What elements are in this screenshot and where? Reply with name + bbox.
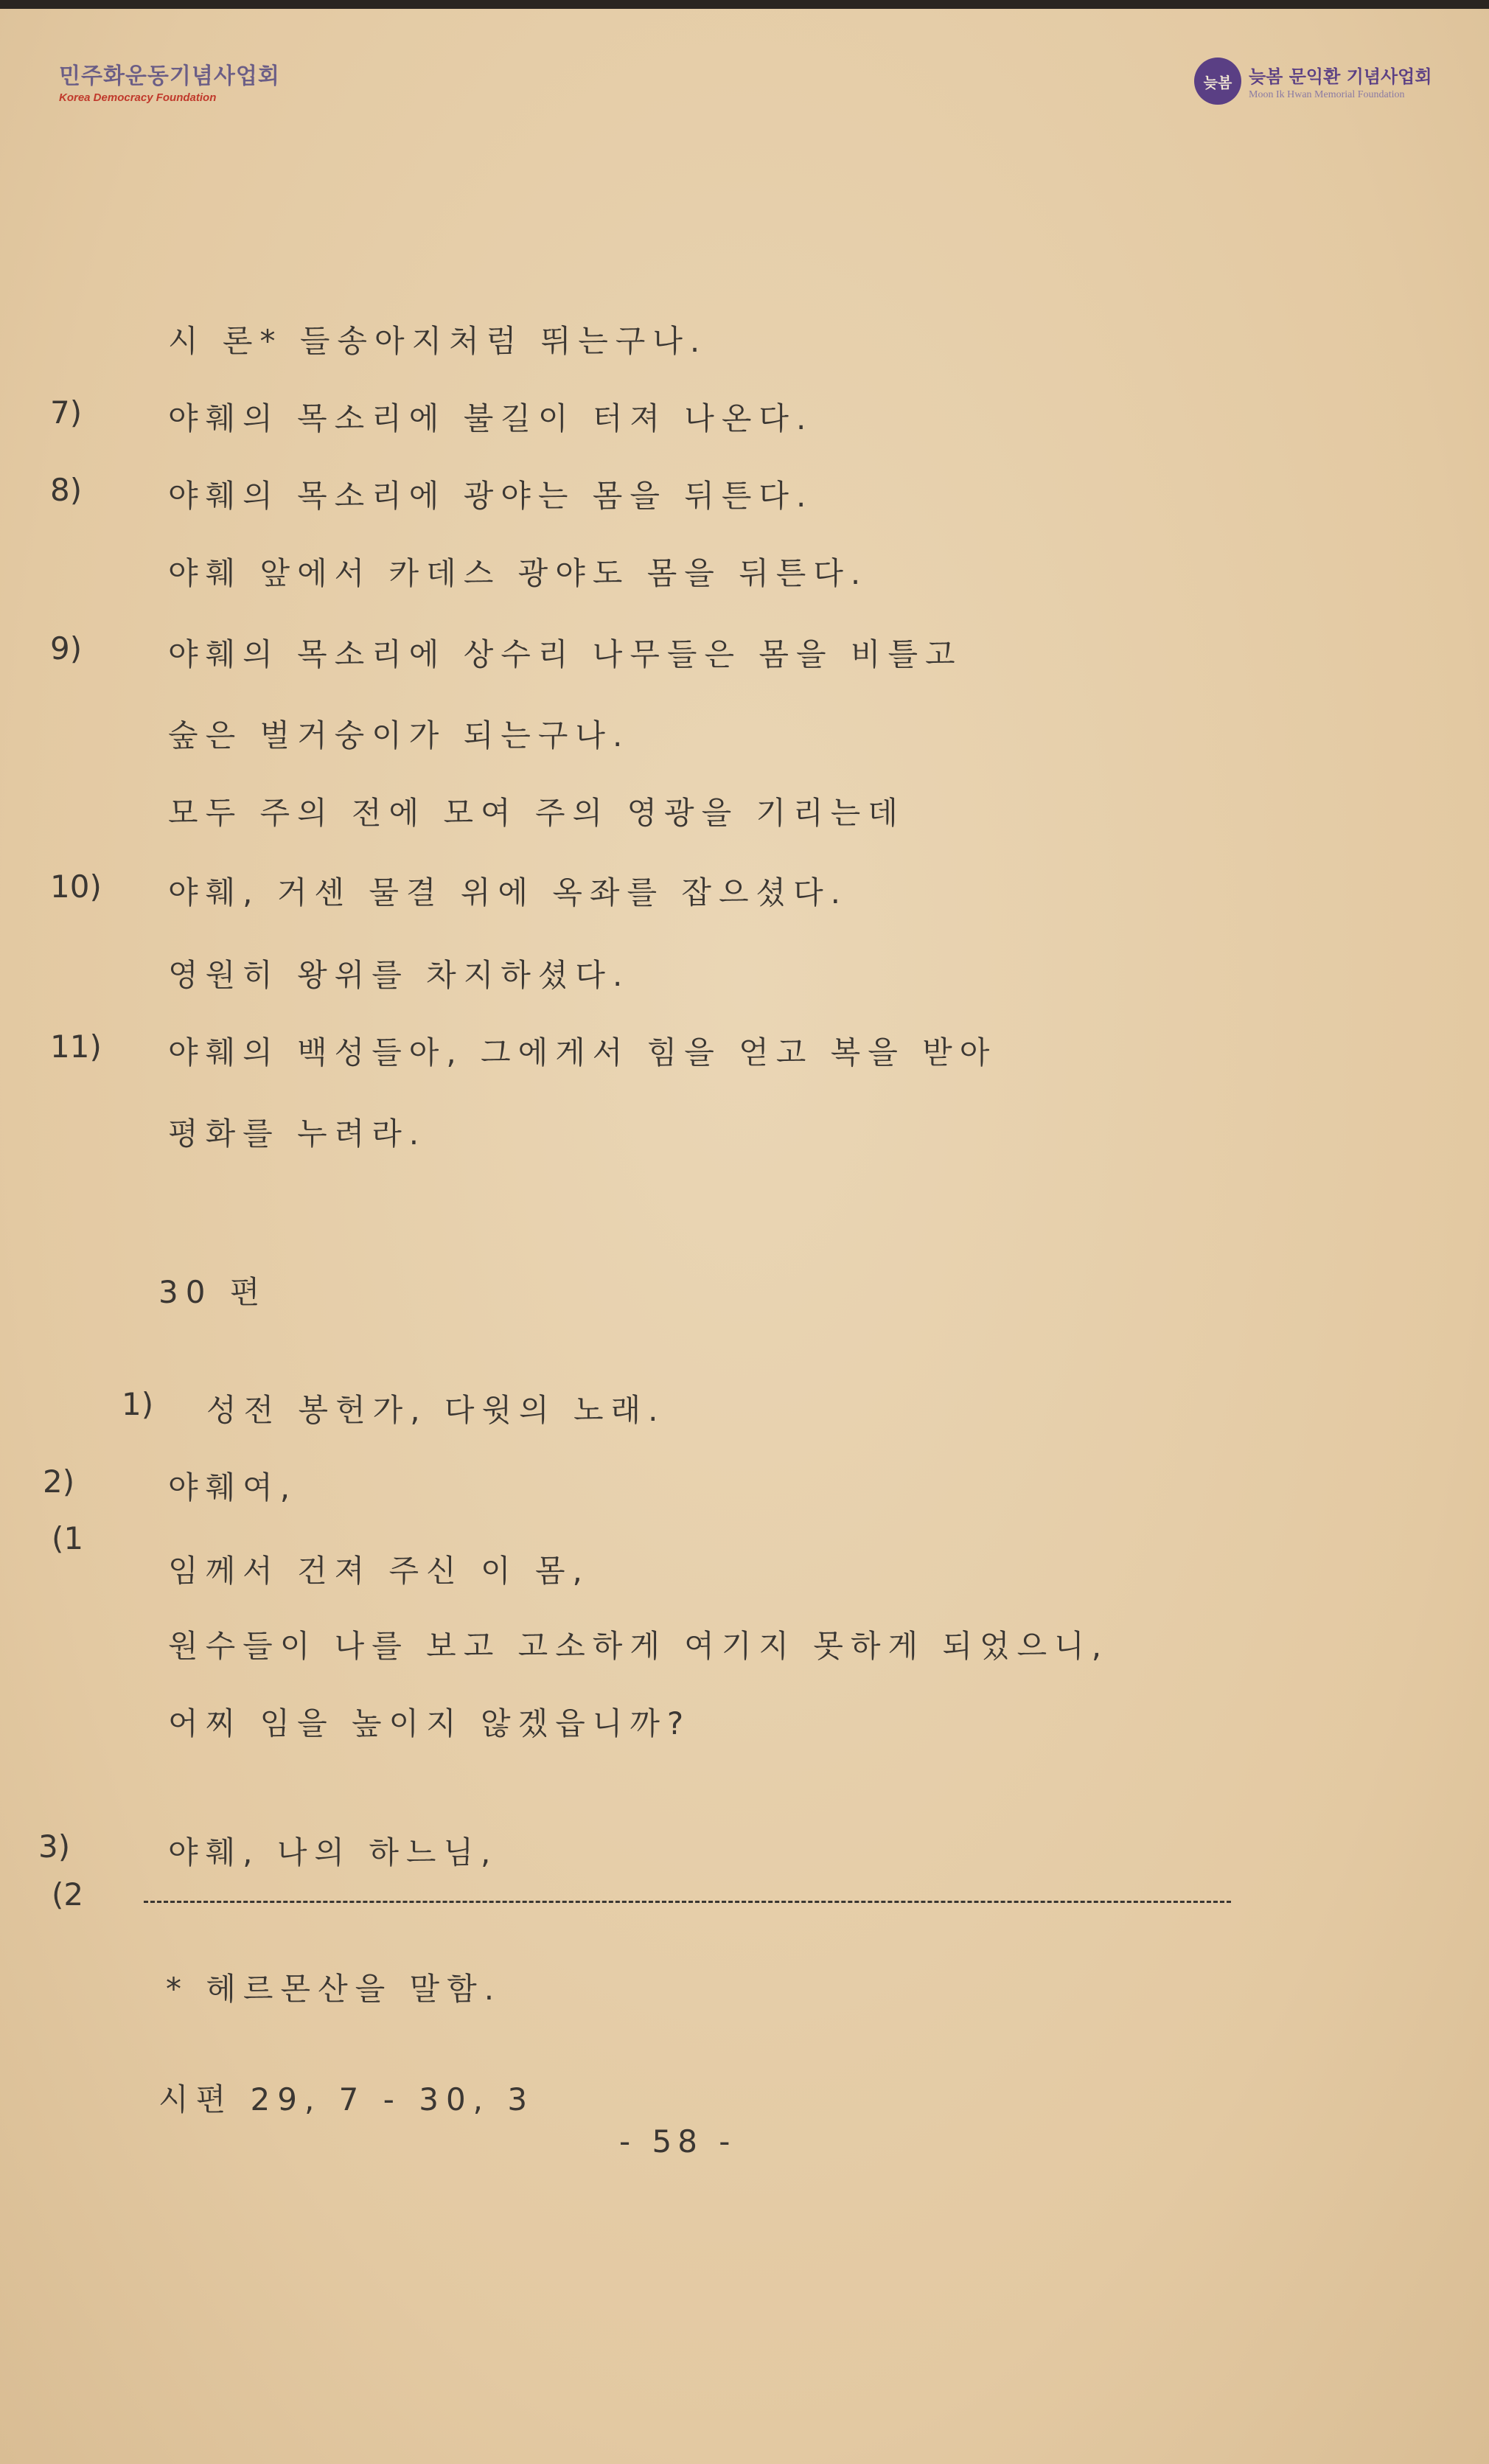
verse-line: 야훼여, <box>168 1469 298 1506</box>
scan-top-edge <box>0 0 1489 9</box>
verse-line: 야훼 앞에서 카데스 광야도 몸을 뒤튼다. <box>168 555 868 591</box>
verse-line: 야훼의 목소리에 불길이 터져 나온다. <box>168 400 814 436</box>
verse-number: 11) <box>50 1029 102 1065</box>
verse-line: 임께서 건져 주신 이 몸, <box>168 1553 590 1589</box>
verse-line: 영원히 왕위를 차지하셨다. <box>168 957 630 993</box>
footnote-divider <box>144 1901 1231 1903</box>
verse-number: 10) <box>50 869 102 905</box>
verse-number: 9) <box>50 630 83 667</box>
page-number: - 58 - <box>619 2123 736 2160</box>
kdf-logo-english: Korea Democracy Foundation <box>59 91 217 104</box>
verse-line: 야훼, 나의 하느님, <box>168 1834 498 1870</box>
verse-line: 어찌 임을 높이지 않겠읍니까? <box>168 1705 691 1741</box>
verse-alt-number: (1 <box>52 1520 84 1556</box>
verse-line: 원수들이 나를 보고 고소하게 여기지 못하게 되었으니, <box>168 1628 1109 1664</box>
verse-line: 평화를 누려라. <box>168 1116 427 1152</box>
verse-line: 야훼의 목소리에 상수리 나무들은 몸을 비틀고 <box>168 636 963 672</box>
verse-number: 7) <box>50 394 83 431</box>
moon-foundation-logo <box>1194 58 1432 105</box>
footnote: * 헤르몬산을 말함. <box>166 1971 502 2007</box>
verse-line: 시 론* 들송아지처럼 뛰는구나. <box>168 323 708 359</box>
verse-line: 숲은 벌거숭이가 되는구나. <box>168 717 630 754</box>
verse-alt-number: (2 <box>52 1876 84 1913</box>
verse-line: 야훼, 거센 물결 위에 옥좌를 잡으셨다. <box>168 874 848 911</box>
kdf-logo <box>59 58 280 104</box>
verse-number: 1) <box>122 1386 154 1422</box>
verse-number: 8) <box>50 472 83 508</box>
neutbom-seal-icon: 늦봄 <box>1194 58 1241 105</box>
verse-number: 3) <box>38 1828 71 1865</box>
verse-line: 모두 주의 전에 모여 주의 영광을 기리는데 <box>168 795 905 831</box>
moon-foundation-korean: 늦봄 문익환 기념사업회 <box>1249 66 1432 87</box>
verse-line: 야훼의 목소리에 광야는 몸을 뒤튼다. <box>168 478 814 514</box>
verse-number: 2) <box>43 1464 75 1500</box>
section-title: 30 편 <box>158 1274 268 1310</box>
verse-line: 성전 봉헌가, 다윗의 노래. <box>206 1392 666 1428</box>
scripture-reference: 시편 29, 7 - 30, 3 <box>158 2081 535 2117</box>
kdf-logo-korean: 민주화운동기념사업회 <box>59 63 280 89</box>
verse-line: 야훼의 백성들아, 그에게서 힘을 얻고 복을 받아 <box>168 1034 997 1071</box>
moon-foundation-english: Moon Ik Hwan Memorial Foundation <box>1249 88 1405 100</box>
